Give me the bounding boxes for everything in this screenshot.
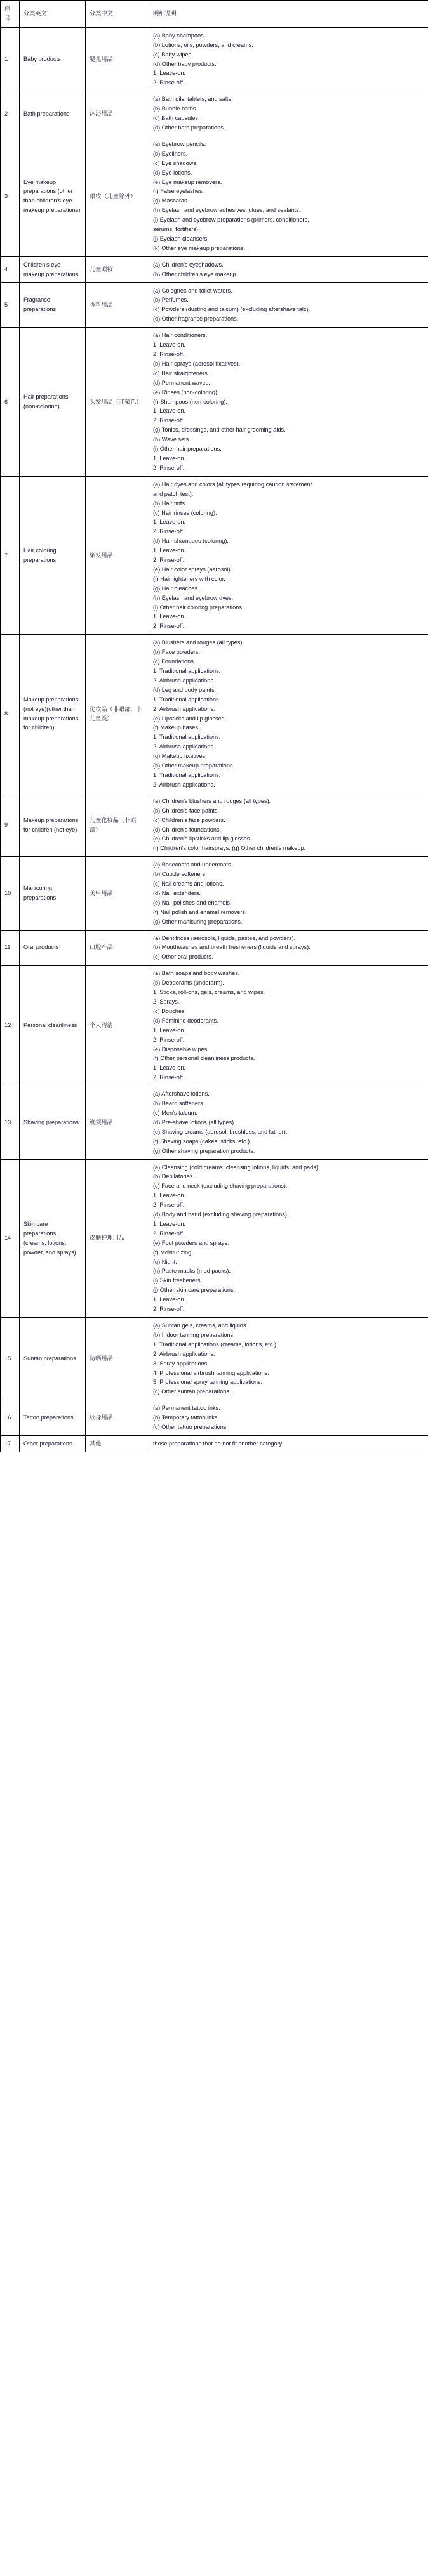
detail-line: (c) Other tattoo preparations. bbox=[153, 1424, 228, 1431]
detail-line: (c) Men’s talcum. bbox=[153, 1109, 197, 1116]
detail-line: 2. Rinse-off. bbox=[153, 464, 185, 471]
category-english: Manicuring preparations bbox=[20, 857, 86, 930]
detail-line: 1. Leave-on. bbox=[153, 613, 186, 620]
category-detail-list bbox=[149, 328, 428, 477]
detail-line: (f) Moisturizing. bbox=[153, 1249, 193, 1256]
row-number: 3 bbox=[1, 136, 20, 256]
category-chinese: 儿童眼妆 bbox=[86, 256, 149, 282]
category-chinese: 眼妆（儿童除外） bbox=[86, 136, 149, 256]
detail-line: (a) Bath soaps and body washes. bbox=[153, 970, 240, 977]
category-detail-list bbox=[149, 256, 428, 282]
category-detail-list bbox=[149, 282, 428, 328]
category-english: Makeup preparations (not eye)(other than makeup preparations for children) bbox=[20, 635, 86, 793]
row-number: 9 bbox=[1, 793, 20, 856]
detail-line: (f) Shampoos (non-coloring). bbox=[153, 398, 227, 405]
table-row bbox=[1, 635, 428, 793]
detail-line: (a) Blushers and rouges (all types). bbox=[153, 639, 244, 646]
category-english: Hair preparations (non-coloring) bbox=[20, 328, 86, 477]
detail-line: (c) Other suntan preparations. bbox=[153, 1388, 231, 1395]
category-english: Personal cleanliness bbox=[20, 966, 86, 1086]
detail-line: (b) Depilatories. bbox=[153, 1173, 194, 1180]
detail-line: (d) Permanent waves. bbox=[153, 379, 210, 386]
detail-line: (a) Eyebrow pencils. bbox=[153, 140, 206, 147]
detail-line: (c) Douches. bbox=[153, 1007, 187, 1014]
detail-line: (c) Children’s face powders. bbox=[153, 816, 225, 823]
detail-line: (c) Face and neck (excluding shaving preparations). bbox=[153, 1183, 288, 1190]
category-english: Makeup preparations for children (not eye) bbox=[20, 793, 86, 856]
category-detail-list bbox=[149, 1318, 428, 1400]
detail-line: (h) Eyelash and eyebrow adhesives, glues, and sealants. bbox=[153, 207, 301, 214]
category-detail-list bbox=[149, 1086, 428, 1159]
detail-line: (d) Eye lotions. bbox=[153, 169, 192, 176]
category-detail-list bbox=[149, 793, 428, 856]
detail-line: (b) Hair tints. bbox=[153, 500, 187, 507]
detail-line: (c) Nail creams and lotions. bbox=[153, 880, 224, 887]
category-detail-list bbox=[149, 1159, 428, 1318]
detail-line: 1. Leave-on. bbox=[153, 1296, 186, 1303]
detail-line: (a) Suntan gels, creams, and liquids. bbox=[153, 1322, 248, 1329]
table-row bbox=[1, 328, 428, 477]
detail-line: (e) Hair color sprays (aerosol). bbox=[153, 566, 232, 573]
detail-line: 2. Rinse-off. bbox=[153, 1230, 185, 1237]
detail-line: (b) Eyeliners. bbox=[153, 150, 188, 157]
table-row bbox=[1, 476, 428, 635]
detail-line: (b) Perfumes. bbox=[153, 296, 189, 303]
detail-line: serums, fortifiers). bbox=[153, 226, 200, 233]
category-english: Other preparations bbox=[20, 1435, 86, 1452]
detail-line: 2. Airbrush applications. bbox=[153, 781, 215, 788]
detail-line: (a) Baby shampoos. bbox=[153, 32, 206, 39]
table-row bbox=[1, 930, 428, 966]
detail-line: 2. Rinse-off. bbox=[153, 351, 185, 357]
category-chinese: 个人清洁 bbox=[86, 966, 149, 1086]
detail-line: (c) Bath capsules. bbox=[153, 115, 200, 122]
detail-line: 2. Rinse-off. bbox=[153, 528, 185, 535]
category-detail-list bbox=[149, 1400, 428, 1436]
category-detail-list bbox=[149, 27, 428, 91]
table-row bbox=[1, 282, 428, 328]
detail-line: 2. Rinse-off. bbox=[153, 1306, 185, 1313]
column-header-english: 分类英文 bbox=[20, 1, 86, 28]
detail-line: (c) Powders (dusting and talcum) (excluding aftershave talc). bbox=[153, 306, 311, 313]
category-chinese: 防晒用品 bbox=[86, 1318, 149, 1400]
table-row bbox=[1, 1086, 428, 1159]
column-header-detail: 明细说明 bbox=[149, 1, 428, 28]
detail-line: 2. Sprays. bbox=[153, 999, 180, 1005]
detail-line: (f) Makeup bases. bbox=[153, 724, 200, 731]
detail-line: (a) Children’s eyeshadows. bbox=[153, 261, 224, 268]
detail-line: 1. Leave-on. bbox=[153, 70, 186, 77]
detail-line: 1. Traditional applications. bbox=[153, 696, 221, 703]
category-detail-list bbox=[149, 857, 428, 930]
category-chinese: 口腔产品 bbox=[86, 930, 149, 966]
detail-line: (h) Paste masks (mud packs). bbox=[153, 1268, 231, 1275]
detail-line: (i) Skin fresheners. bbox=[153, 1277, 203, 1284]
detail-line: 1. Leave-on. bbox=[153, 519, 186, 526]
category-english: Tattoo preparations bbox=[20, 1400, 86, 1436]
detail-line: (a) Aftershave lotions. bbox=[153, 1091, 210, 1098]
detail-line: (f) Hair lighteners with color. bbox=[153, 575, 225, 582]
category-chinese: 婴儿用品 bbox=[86, 27, 149, 91]
detail-line: (b) Other children’s eye makeup. bbox=[153, 270, 238, 277]
table-row bbox=[1, 136, 428, 256]
detail-line: (f) Other personal cleanliness products. bbox=[153, 1055, 255, 1062]
category-english: Shaving preparations bbox=[20, 1086, 86, 1159]
detail-line: (b) Beard softeners. bbox=[153, 1100, 205, 1107]
detail-line: 2. Rinse-off. bbox=[153, 1202, 185, 1209]
detail-line: (g) Other shaving preparation products. bbox=[153, 1147, 255, 1154]
detail-line: (d) Feminine deodorants. bbox=[153, 1017, 218, 1024]
table-row bbox=[1, 27, 428, 91]
table-row bbox=[1, 793, 428, 856]
category-chinese: 化妆品（非眼部，非儿童类） bbox=[86, 635, 149, 793]
category-chinese: 其他 bbox=[86, 1435, 149, 1452]
detail-line: (c) Other oral products. bbox=[153, 953, 213, 960]
detail-line: (h) Eyelash and eyebrow dyes. bbox=[153, 594, 234, 601]
row-number: 2 bbox=[1, 91, 20, 136]
category-detail-list bbox=[149, 635, 428, 793]
detail-line: (b) Bubble baths. bbox=[153, 105, 197, 112]
category-english: Suntan preparations bbox=[20, 1318, 86, 1400]
row-number: 10 bbox=[1, 857, 20, 930]
detail-line: 1. Leave-on. bbox=[153, 342, 186, 349]
detail-line: 3. Spray applications. bbox=[153, 1360, 209, 1367]
detail-line: (a) Hair conditioners. bbox=[153, 332, 208, 339]
detail-line: (d) Children’s foundations. bbox=[153, 826, 222, 833]
detail-line: 1. Leave-on. bbox=[153, 547, 186, 554]
table-header bbox=[1, 1, 428, 28]
table-row bbox=[1, 857, 428, 930]
detail-line: (j) Eyelash cleansers. bbox=[153, 235, 209, 242]
row-number: 5 bbox=[1, 282, 20, 328]
detail-line: (c) Baby wipes. bbox=[153, 51, 193, 58]
detail-line: (b) Indoor tanning preparations. bbox=[153, 1331, 235, 1338]
category-english: Eye makeup preparations (other than children’s eye makeup preparations) bbox=[20, 136, 86, 256]
table-row bbox=[1, 966, 428, 1086]
detail-line: (a) Children’s blushers and rouges (all types). bbox=[153, 797, 271, 804]
row-number: 17 bbox=[1, 1435, 20, 1452]
table-row bbox=[1, 91, 428, 136]
row-number: 13 bbox=[1, 1086, 20, 1159]
detail-line: (e) Shaving creams (aerosol, brushless, and lather). bbox=[153, 1128, 288, 1135]
category-english: Baby products bbox=[20, 27, 86, 91]
category-detail-list bbox=[149, 136, 428, 256]
detail-line: (d) Other fragrance preparations. bbox=[153, 315, 239, 322]
category-chinese: 染发用品 bbox=[86, 476, 149, 635]
detail-line: (g) Makeup fixatives. bbox=[153, 753, 207, 760]
row-number: 16 bbox=[1, 1400, 20, 1436]
category-chinese: 剃须用品 bbox=[86, 1086, 149, 1159]
category-english: Hair coloring preparations bbox=[20, 476, 86, 635]
detail-line: 1. Sticks, roll-ons, gels, creams, and wipes. bbox=[153, 989, 265, 996]
detail-line: (d) Pre-shave lotions (all types). bbox=[153, 1119, 236, 1125]
detail-line: 1. Traditional applications (creams, lotions, etc.). bbox=[153, 1341, 278, 1348]
detail-line: (h) Wave sets. bbox=[153, 436, 191, 443]
category-chinese: 头发用品（非染色） bbox=[86, 328, 149, 477]
category-detail-list bbox=[149, 966, 428, 1086]
detail-line: (i) Other hair coloring preparations. bbox=[153, 604, 244, 611]
detail-line: (f) Shaving soaps (cakes, sticks, etc.). bbox=[153, 1138, 251, 1145]
detail-line: 1. Leave-on. bbox=[153, 1026, 186, 1033]
detail-line: 2. Airbrush applications. bbox=[153, 677, 215, 684]
detail-line: (e) Nail polishes and enamels. bbox=[153, 899, 232, 906]
category-detail-list bbox=[149, 91, 428, 136]
detail-line: (j) Other skin care preparations. bbox=[153, 1287, 236, 1294]
detail-line: (i) Eyelash and eyebrow preparations (primers, conditioners, bbox=[153, 216, 309, 223]
detail-line: (e) Eye makeup removers. bbox=[153, 178, 222, 185]
detail-line: (g) Tonics, dressings, and other hair grooming aids. bbox=[153, 427, 286, 434]
category-chinese: 儿童化妆品（非眼部） bbox=[86, 793, 149, 856]
table-row bbox=[1, 1400, 428, 1436]
detail-line: 2. Rinse-off. bbox=[153, 623, 185, 630]
detail-line: 2. Airbrush applications. bbox=[153, 1350, 215, 1357]
detail-line: (d) Other bath preparations. bbox=[153, 124, 225, 131]
detail-line: (e) Rinses (non-coloring). bbox=[153, 388, 219, 395]
category-english: Skin care preparations. (creams, lotions, powder, and sprays) bbox=[20, 1159, 86, 1318]
detail-line: those preparations that do not fit another category bbox=[153, 1440, 283, 1447]
detail-line: (a) Hair dyes and colors (all types requiring caution statement bbox=[153, 481, 312, 488]
detail-line: (a) Colognes and toilet waters. bbox=[153, 287, 232, 294]
row-number: 4 bbox=[1, 256, 20, 282]
category-chinese: 纹身用品 bbox=[86, 1400, 149, 1436]
detail-line: 2. Rinse-off. bbox=[153, 557, 185, 564]
detail-line: (f) Children’s color hairsprays. (g) Other children’s makeup. bbox=[153, 845, 306, 852]
detail-line: (d) Body and hand (excluding shaving preparations). bbox=[153, 1211, 289, 1218]
category-chinese: 皮肤护理用品 bbox=[86, 1159, 149, 1318]
detail-line: (d) Other baby products. bbox=[153, 60, 217, 67]
detail-line: 2. Rinse-off. bbox=[153, 1036, 185, 1043]
detail-line: (a) Basecoats and undercoats. bbox=[153, 861, 233, 868]
detail-line: (b) Temporary tattoo inks. bbox=[153, 1414, 219, 1421]
category-english: Bath preparations bbox=[20, 91, 86, 136]
detail-line: (c) Eye shadows. bbox=[153, 159, 198, 166]
detail-line: (b) Hair sprays (aerosol fixatives). bbox=[153, 360, 241, 367]
category-chinese: 美甲用品 bbox=[86, 857, 149, 930]
detail-line: (b) Lotions, oils, powders, and creams. bbox=[153, 41, 253, 48]
category-chinese: 沐浴用品 bbox=[86, 91, 149, 136]
detail-line: (d) Nail extenders. bbox=[153, 889, 201, 896]
row-number: 7 bbox=[1, 476, 20, 635]
table-row bbox=[1, 256, 428, 282]
detail-line: (f) False eyelashes. bbox=[153, 188, 204, 195]
detail-line: 5. Professional spray tanning applications. bbox=[153, 1379, 263, 1386]
row-number: 12 bbox=[1, 966, 20, 1086]
detail-line: (b) Face powders. bbox=[153, 649, 201, 656]
row-number: 6 bbox=[1, 328, 20, 477]
category-detail-list bbox=[149, 1435, 428, 1452]
detail-line: and patch test). bbox=[153, 490, 194, 497]
detail-line: (c) Hair rinses (coloring). bbox=[153, 509, 217, 516]
category-english: Fragrance preparations bbox=[20, 282, 86, 328]
table-header-row bbox=[1, 1, 428, 28]
detail-line: 1. Leave-on. bbox=[153, 1192, 186, 1199]
detail-line: (g) Mascaras. bbox=[153, 197, 189, 204]
row-number: 14 bbox=[1, 1159, 20, 1318]
row-number: 8 bbox=[1, 635, 20, 793]
detail-line: (b) Cuticle softeners. bbox=[153, 871, 207, 878]
detail-line: 1. Leave-on. bbox=[153, 455, 186, 461]
detail-line: (g) Night. bbox=[153, 1258, 177, 1265]
detail-line: (a) Bath oils, tablets, and salts. bbox=[153, 96, 233, 103]
detail-line: (g) Hair bleaches. bbox=[153, 585, 199, 592]
detail-line: (d) Leg and body paints. bbox=[153, 686, 217, 693]
category-detail-list bbox=[149, 930, 428, 966]
detail-line: (h) Other makeup preparations. bbox=[153, 762, 235, 769]
detail-line: (b) Deodorants (underarm). bbox=[153, 979, 224, 986]
detail-line: 2. Rinse-off. bbox=[153, 1074, 185, 1081]
detail-line: (a) Cleansing (cold creams, cleansing lotions, liquids, and pads). bbox=[153, 1164, 320, 1171]
detail-line: 1. Leave-on. bbox=[153, 1220, 186, 1227]
detail-line: (a) Dentifrices (aerosols, liquids, pastes, and powders). bbox=[153, 934, 296, 941]
detail-line: (c) Foundations. bbox=[153, 658, 196, 665]
category-english: Oral products bbox=[20, 930, 86, 966]
detail-line: 2. Airbrush applications. bbox=[153, 705, 215, 712]
detail-line: 1. Leave-on. bbox=[153, 1065, 186, 1072]
detail-line: (i) Other hair preparations. bbox=[153, 446, 222, 453]
detail-line: 2. Rinse-off. bbox=[153, 79, 185, 86]
detail-line: (a) Permanent tattoo inks. bbox=[153, 1405, 220, 1412]
row-number: 15 bbox=[1, 1318, 20, 1400]
category-chinese: 香料用品 bbox=[86, 282, 149, 328]
table-row bbox=[1, 1159, 428, 1318]
detail-line: (e) Foot powders and sprays. bbox=[153, 1239, 229, 1246]
detail-line: (b) Mouthwashes and breath fresheners (liquids and sprays). bbox=[153, 944, 311, 951]
table-row bbox=[1, 1318, 428, 1400]
table-row bbox=[1, 1435, 428, 1452]
table-body bbox=[1, 27, 428, 1452]
detail-line: (e) Children’s lipsticks and lip glosses. bbox=[153, 835, 252, 842]
detail-line: (d) Hair shampoos (coloring). bbox=[153, 538, 229, 545]
detail-line: (k) Other eye makeup preparations. bbox=[153, 244, 246, 251]
detail-line: (c) Hair straighteners. bbox=[153, 369, 210, 376]
row-number: 11 bbox=[1, 930, 20, 966]
detail-line: 1. Traditional applications. bbox=[153, 668, 221, 674]
row-number: 1 bbox=[1, 27, 20, 91]
detail-line: 2. Rinse-off. bbox=[153, 417, 185, 424]
category-detail-list bbox=[149, 476, 428, 635]
detail-line: 1. Traditional applications. bbox=[153, 734, 221, 741]
detail-line: (g) Other manicuring preparations. bbox=[153, 918, 243, 925]
detail-line: 4. Professional airbrush tanning applications. bbox=[153, 1369, 269, 1376]
column-header-no: 序号 bbox=[1, 1, 20, 28]
detail-line: 1. Traditional applications. bbox=[153, 771, 221, 778]
detail-line: (e) Disposable wipes. bbox=[153, 1046, 209, 1052]
detail-line: 1. Leave-on. bbox=[153, 408, 186, 415]
detail-line: 2. Airbrush applications. bbox=[153, 743, 215, 750]
detail-line: (b) Children’s face paints. bbox=[153, 807, 220, 814]
category-english: Children’s eye makeup preparations bbox=[20, 256, 86, 282]
column-header-chinese: 分类中文 bbox=[86, 1, 149, 28]
detail-line: (e) Lipsticks and lip glosses. bbox=[153, 715, 226, 722]
detail-line: (f) Nail polish and enamel removers. bbox=[153, 908, 247, 915]
